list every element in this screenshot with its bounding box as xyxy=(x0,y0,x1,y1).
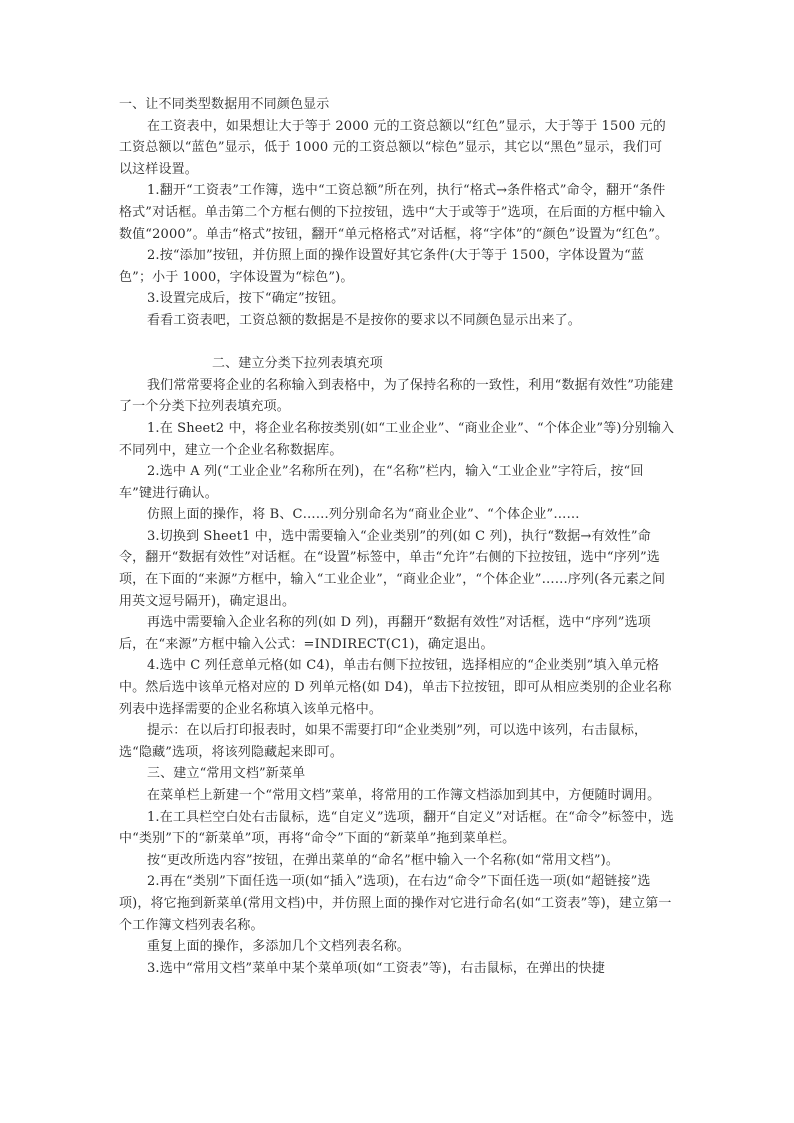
step-paragraph: 2.选中 A 列(“工业企业”名称所在列)，在“名称”栏内，输入“工业企业”字符后，按“回车”键进行确认。 xyxy=(119,464,644,501)
step-paragraph: 1.在工具栏空白处右击鼠标，选“自定义”选项，翻开“自定义”对话框。在“命令”标签中，选中“类别”下的“新菜单”项，再将“命令”下面的“新菜单”拖到菜单栏。 xyxy=(119,809,674,847)
section-heading: 三、建立“常用文档”新菜单 xyxy=(147,766,306,782)
step-paragraph: 4.选中 C 列任意单元格(如 C4)，单击右侧下拉按钮，选择相应的“企业类别”填入单元格中。然后选中该单元格对应的 D 列单元格(如 D4)，单击下拉按钮，即可从相应类别的企业名称列表中选择需要的企业名称填入该单元格中。 xyxy=(119,658,672,717)
paragraph: 再选中需要输入企业名称的列(如 D 列)，再翻开“数据有效性”对话框，选中“序列”选项后，在“来源”方框中输入公式：=INDIRECT(C1)，确定退出。 xyxy=(119,615,651,652)
step-paragraph: 1.在 Sheet2 中，将企业名称按类别(如“工业企业”、“商业企业”、“个体企业”等)分别输入不同列中，建立一个企业名称数据库。 xyxy=(119,420,675,458)
paragraph: 重复上面的操作，多添加几个文档列表名称。 xyxy=(147,939,411,955)
paragraph: 按“更改所选内容”按钮，在弹出菜单的“命名”框中输入一个名称(如“常用文档”)。 xyxy=(147,852,620,868)
paragraph: 我们常常要将企业的名称输入到表格中，为了保持名称的一致性，利用“数据有效性”功能建了一个分类下拉列表填充项。 xyxy=(119,377,674,415)
section-heading: 一、让不同类型数据用不同颜色显示 xyxy=(119,97,330,112)
step-paragraph: 2.按“添加”按钮，并仿照上面的操作设置好其它条件(大于等于 1500，字体设置为“蓝色”；小于 1000，字体设置为“棕色”)。 xyxy=(119,248,645,285)
step-paragraph: 3.切换到 Sheet1 中，选中需要输入“企业类别”的列(如 C 列)，执行“数据→有效性”命令，翻开“数据有效性”对话框。在“设置”标签中，单击“允许”右侧的下拉按钮，选中“序列”选项，在下面的“来源”方框中，输入“工业企业”，“商业企业”，“个体企业”……序列(各元素之间用英文逗号隔开)，确定退出。 xyxy=(119,528,666,609)
blank-line xyxy=(119,332,675,354)
step-paragraph: 3.设置完成后，按下“确定”按钮。 xyxy=(147,291,345,307)
paragraph: 在菜单栏上新建一个“常用文档”菜单，将常用的工作簿文档添加到其中，方便随时调用。 xyxy=(147,788,661,803)
section-heading: 二、建立分类下拉列表填充项 xyxy=(212,356,383,372)
tip-paragraph: 提示：在以后打印报表时，如果不需要打印“企业类别”列，可以选中该列，右击鼠标，选“隐藏”选项，将该列隐藏起来即可。 xyxy=(119,723,648,760)
step-paragraph: 2.再在“类别”下面任选一项(如“插入”选项)，在右边“命令”下面任选一项(如“超链接”选项)，将它拖到新菜单(常用文档)中，并仿照上面的操作对它进行命名(如“工资表”等)，建立第一个工作簿文档列表名称。 xyxy=(119,874,672,933)
paragraph: 在工资表中，如果想让大于等于 2000 元的工资总额以“红色”显示，大于等于 1500 元的工资总额以“蓝色”显示，低于 1000 元的工资总额以“棕色”显示，其它以“黑色”显示，我们可以这样设置。 xyxy=(119,118,666,177)
paragraph: 仿照上面的操作，将 B、C……列分别命名为“商业企业”、“个体企业”…… xyxy=(147,507,580,523)
document-body xyxy=(119,94,675,979)
step-paragraph: 1.翻开“工资表”工作簿，选中“工资总额”所在列，执行“格式→条件格式”命令，翻开“条件格式”对话框。单击第二个方框右侧的下拉按钮，选中“大于或等于”选项，在后面的方框中输入数值“2000”。单击“格式”按钮，翻开“单元格格式”对话框，将“字体”的“颜色”设置为“红色”。 xyxy=(119,183,669,242)
paragraph: 看看工资表吧，工资总额的数据是不是按你的要求以不同颜色显示出来了。 xyxy=(147,312,581,328)
step-paragraph: 3.选中“常用文档”菜单中某个菜单项(如“工资表”等)，右击鼠标，在弹出的快捷 xyxy=(147,960,605,976)
